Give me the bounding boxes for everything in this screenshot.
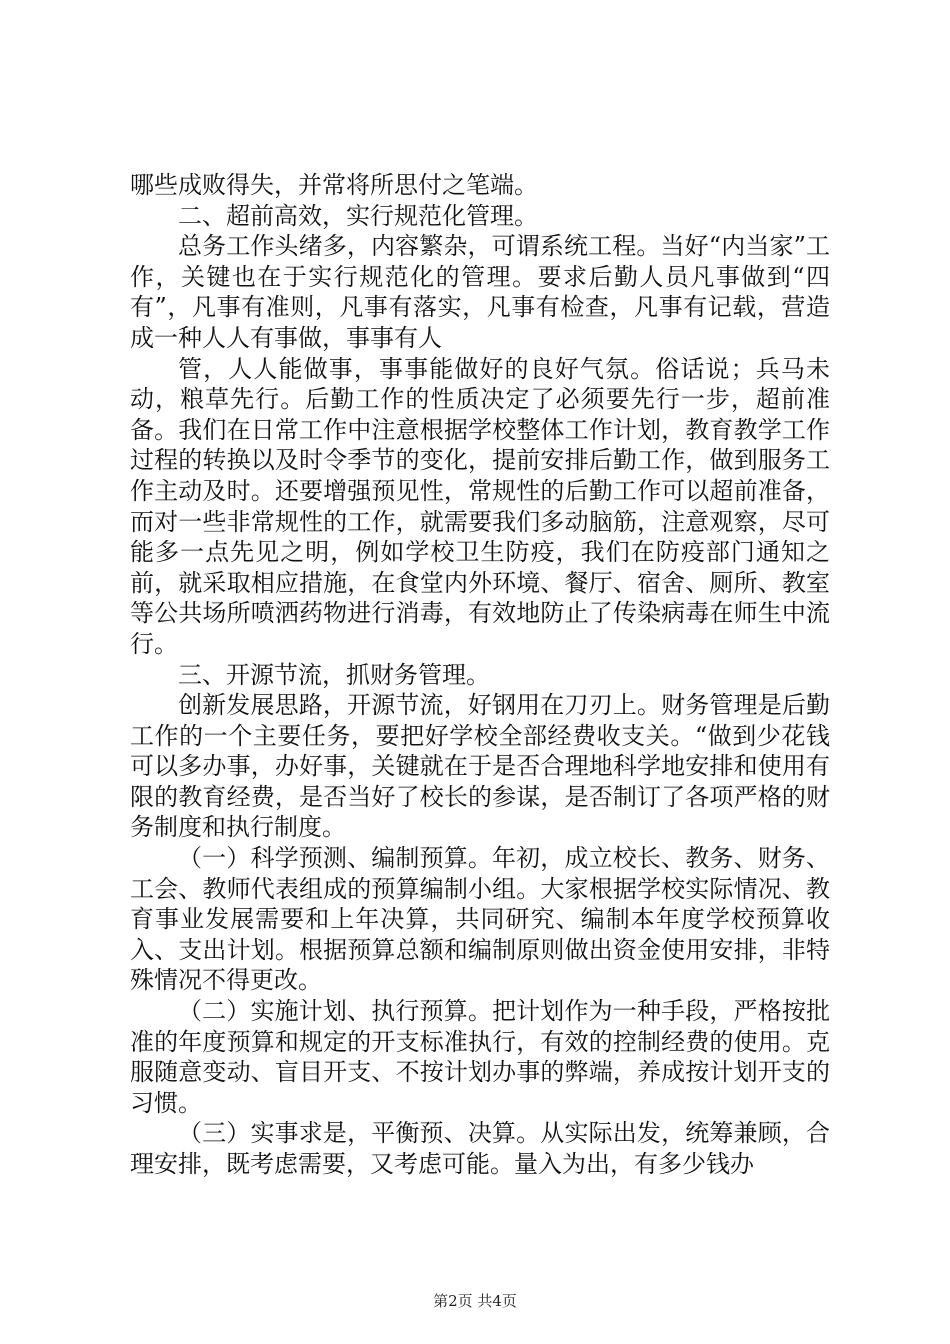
paragraph-finance-management: 创新发展思路，开源节流，好钢用在刀刃上。财务管理是后勤工作的一个主要任务，要把好学校全部经费收支关。“做到少花钱可以多办事，办好事，关键就在于是否合理地科学地安排和使用有限的教育经费，是否当好了校长的参谋，是否制订了各项严格的财务制度和执行制度。 xyxy=(130,691,830,842)
paragraph-general-affairs: 总务工作头绪多，内容繁杂，可谓系统工程。当好“内当家”工作，关键也在于实行规范化的管理。要求后勤人员凡事做到“四有”，凡事有准则，凡事有落实，凡事有检查，凡事有记载，营造成一种人人有事做，事事有人 xyxy=(130,232,830,352)
paragraph-budget-forecast: （一）科学预测、编制预算。年初，成立校长、教务、财务、工会、教师代表组成的预算编制小组。大家根据学校实际情况、教育事业发展需要和上年决算，共同研究、编制本年度学校预算收入、支出计划。根据预算总额和编制原则做出资金使用安排，非特殊情况不得更改。 xyxy=(130,844,830,995)
document-body xyxy=(130,170,830,1180)
section-heading-2: 二、超前高效，实行规范化管理。 xyxy=(178,201,538,230)
section-heading-3: 三、开源节流，抓财务管理。 xyxy=(178,660,490,689)
paragraph-budget-balance: （三）实事求是，平衡预、决算。从实际出发，统筹兼顾，合理安排，既考虑需要，又考虑可能。量入为出，有多少钱办 xyxy=(130,1119,830,1178)
paragraph-advance-preparation: 管，人人能做事，事事能做好的良好气氛。俗话说；兵马未动，粮草先行。后勤工作的性质决定了必须要先行一步，超前准备。我们在日常工作中注意根据学校整体工作计划，教育教学工作过程的转换以及时令季节的变化，提前安排后勤工作，做到服务工作主动及时。还要增强预见性，常规性的后勤工作可以超前准备，而对一些非常规性的工作，就需要我们多动脑筋，注意观察，尽可能多一点先见之明，例如学校卫生防疫，我们在防疫部门通知之前，就采取相应措施，在食堂内外环境、餐厅、宿舍、厕所、教室等公共场所喷洒药物进行消毒，有效地防止了传染病毒在师生中流行。 xyxy=(130,354,830,658)
paragraph-budget-execution: （二）实施计划、执行预算。把计划作为一种手段，严格按批准的年度预算和规定的开支标准执行，有效的控制经费的使用。克服随意变动、盲目开支、不按计划办事的弊端，养成按计划开支的习惯。 xyxy=(130,997,830,1117)
paragraph-continuation: 哪些成败得失，并常将所思付之笔端。 xyxy=(130,171,538,199)
page-footer xyxy=(0,1292,950,1310)
page-number-label: 第2页 共4页 xyxy=(433,1292,517,1310)
